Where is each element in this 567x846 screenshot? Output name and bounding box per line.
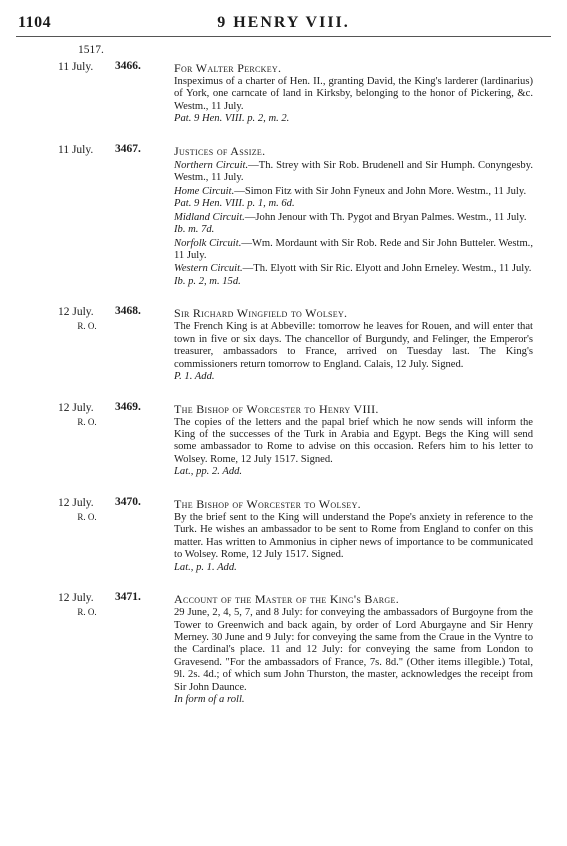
entry-date: 11 July. [58,61,94,73]
circuit-midland [174,212,533,237]
year-label: 1517. [78,44,104,56]
circuit-home [174,186,533,211]
circuit-text: —Wm. Mordaunt with Sir Rob. Rede and Sir John Butteler. Westm., 11 July. [174,237,533,262]
entry-date: 11 July. [58,143,94,156]
circuit-text: —Th. Strey with Sir Rob. Brudenell and Sir Humph. Conyngesby. Westm., 11 July. [174,159,533,184]
entry-3470 [0,496,567,574]
entry-reference: P. 1. Add. [174,371,215,383]
calendar-entries [0,60,567,724]
running-title: 9 HENRY VIII. [217,14,350,31]
record-office: R. O. [77,511,97,522]
entry-body [174,305,533,383]
entry-3469 [0,401,567,479]
entry-reference: Ib. p. 2, m. 15d. [174,275,241,287]
circuit-label: Western Circuit. [174,263,243,275]
entry-3468 [0,305,567,383]
circuit-text: —John Jenour with Th. Pygot and Bryan Palmes. Westm., 11 July. [244,211,527,223]
entry-body [174,143,533,289]
entry-text: 29 June, 2, 4, 5, 7, and 8 July: for conveying the ambassadors of Burgoyne from the Tower to Greenwich and back again, by order of Lord Aburgayne and Sir Henry Merney. 30 June and 9 July: for conveying the same from the Craue in the Vyntre to the Cardinal's place. 11 and 12 July: for conveying the same from London to Gravesend. "For the ambassadors of France, 7s. 8d." (Other items illegible.) Total, 9l. 2s. 4d.; of which sum John Thurston, the master, acknowledges the receipt from Sir John Daunce. [174,607,533,693]
circuit-norfolk [174,238,533,263]
entry-date: 12 July. R. O. [58,496,108,524]
entry-number: 3471. [115,591,141,604]
entry-date: 12 July. R. O. [58,591,108,619]
entry-body [174,401,533,479]
entry-text: By the brief sent to the King will understand the Pope's anxiety in reference to the Turk. He wishes an ambassador to be sent to Rome from England to confer on this matter. Has written to Ammonius in cipher news of importance to be communicated to Wolsey. Rome, 12 July 1517. Signed. [174,511,533,561]
entry-3467 [0,143,567,289]
entry-title: The Bishop of Worcester to Henry VIII. [174,401,379,416]
entry-reference: In form of a roll. [174,693,245,705]
record-office: R. O. [77,416,97,427]
entry-title: Sir Richard Wingfield to Wolsey. [174,306,348,321]
entry-3466 [0,60,567,126]
entry-reference: Lat., pp. 2. Add. [174,466,243,478]
entry-reference: Pat. 9 Hen. VIII. p. 2, m. 2. [174,113,290,125]
entry-title: For Walter Perckey. [174,61,282,75]
circuit-text: —Th. Elyott with Sir Ric. Elyott and John Erneley. Westm., 11 July. [242,263,532,275]
entry-number: 3468. [115,305,141,318]
circuit-label: Norfolk Circuit. [174,237,242,249]
entry-reference: Lat., p. 1. Add. [174,561,237,573]
header-rule [16,36,551,37]
entry-body [174,60,533,126]
circuit-label: Midland Circuit. [174,211,245,223]
entry-number: 3470. [115,495,141,508]
circuit-northern [174,160,533,185]
entry-number: 3467. [115,142,141,155]
record-office: R. O. [77,607,97,618]
entry-date: 12 July. R. O. [58,401,108,429]
circuit-label: Home Circuit. [174,185,235,197]
page-number: 1104 [18,14,52,31]
running-head [16,14,551,34]
entry-3471 [0,591,567,706]
circuit-western [174,263,533,288]
entry-number: 3469. [115,400,141,413]
circuit-label: Northern Circuit. [174,159,249,171]
entry-text: The copies of the letters and the papal brief which he now sends will inform the King of the successes of the Turk in Arabia and Egypt. Begs the King will send some ambassador to Rome to advise on this occasion. Refers him to his letter to Wolsey. Rome, 12 July 1517. Signed. [174,416,533,465]
entry-title: Account of the Master of the King's Barge. [174,592,399,607]
entry-body [174,496,533,574]
circuit-text: —Simon Fitz with Sir John Fyneux and John More. Westm., 11 July. [234,185,527,197]
entry-date: 12 July. R. O. [58,305,108,333]
entry-text: The French King is at Abbeville: tomorrow he leaves for Rouen, and will enter that town in five or six days. The chancellor of Burgundy, and Felinger, the Emperor's treasurer, ambassadors to France, arrived on Tuesday last. The King's commissioners return tomorrow to England. Calais, 12 July. Signed. [174,321,533,370]
entry-reference: Ib. m. 7d. [174,224,215,236]
entry-number: 3466. [115,60,141,72]
entry-title: Justices of Assize. [174,143,266,158]
entry-text: Inspeximus of a charter of Hen. II., granting David, the King's larderer (lardinarius) of York, one carncate of land in Kirksby, belonging to the honor of Pickering, &c. Westm., 11 July. [174,76,533,112]
entry-body [174,591,533,706]
entry-title: The Bishop of Worcester to Wolsey. [174,496,361,511]
record-office: R. O. [77,321,97,332]
entry-reference: Pat. 9 Hen. VIII. p. 1, m. 6d. [174,198,295,210]
